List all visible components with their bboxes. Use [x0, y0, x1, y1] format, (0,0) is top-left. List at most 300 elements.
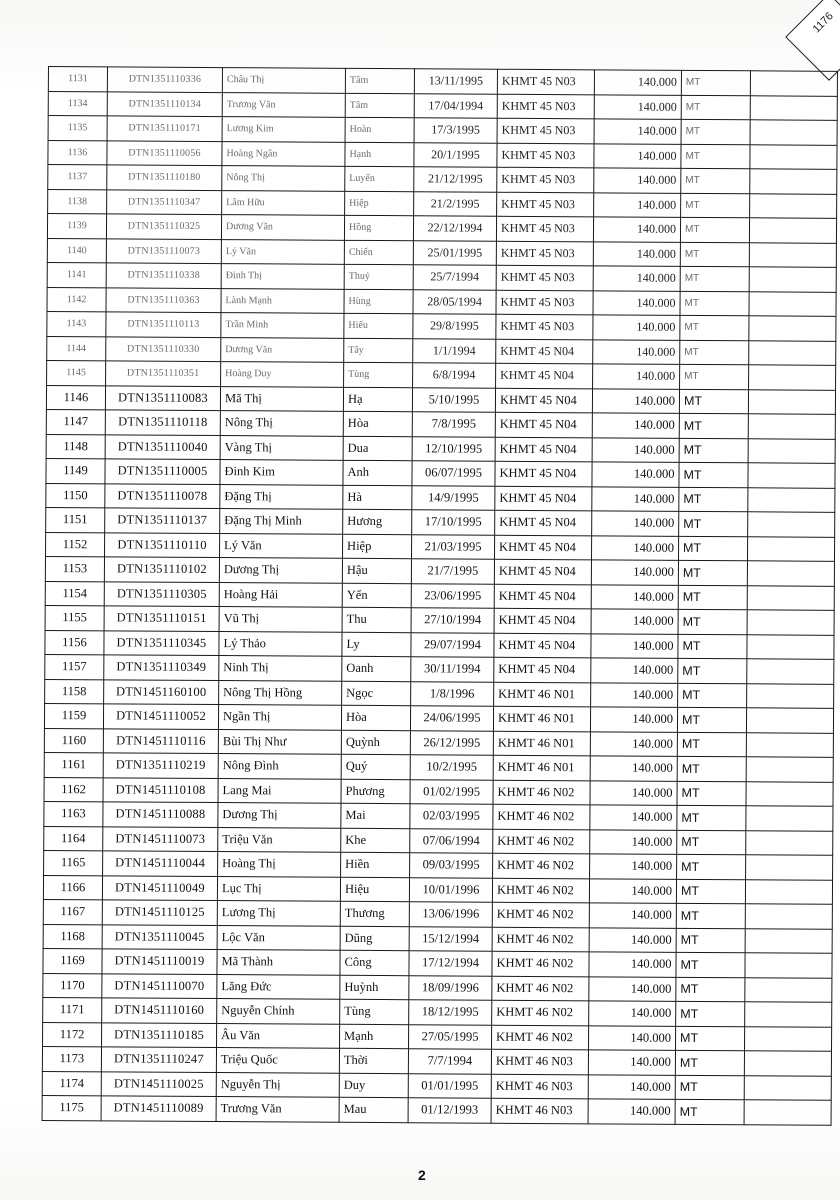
- row-number-cell: 1152: [46, 532, 105, 557]
- student-code-cell: DTN1451110116: [103, 728, 218, 753]
- class-cell: KHMT 46 N02: [492, 927, 589, 952]
- last-name-cell: Lý Văn: [220, 533, 343, 558]
- class-cell: KHMT 46 N02: [493, 829, 590, 854]
- signature-cell: [748, 463, 835, 488]
- student-code-cell: DTN1351110349: [104, 655, 219, 680]
- signature-cell: [747, 536, 834, 561]
- first-name-cell: Anh: [343, 460, 412, 485]
- first-name-cell: Hạ: [343, 387, 412, 412]
- row-number-cell: 1131: [48, 67, 107, 92]
- last-name-cell: Nông Thị: [220, 411, 343, 436]
- mt-mark-cell: MT: [679, 487, 748, 512]
- first-name-cell: Ngọc: [342, 681, 411, 706]
- birth-date-cell: 21/03/1995: [411, 534, 494, 559]
- signature-cell: [750, 169, 837, 194]
- class-cell: KHMT 46 N02: [493, 780, 590, 805]
- signature-cell: [749, 291, 836, 316]
- first-name-cell: Hiền: [341, 852, 410, 877]
- amount-cell: 140.000: [593, 364, 680, 389]
- first-name-cell: Hòa: [341, 705, 410, 730]
- amount-cell: 140.000: [588, 1074, 675, 1099]
- signature-cell: [747, 683, 834, 708]
- amount-cell: 140.000: [592, 486, 679, 511]
- first-name-cell: Hiệu: [340, 877, 409, 902]
- student-code-cell: DTN1351110345: [104, 630, 219, 655]
- row-number-cell: 1153: [45, 556, 104, 581]
- class-cell: KHMT 45 N04: [495, 437, 592, 462]
- amount-cell: 140.000: [589, 878, 676, 903]
- row-number-cell: 1171: [43, 997, 102, 1022]
- row-number-cell: 1164: [44, 826, 103, 851]
- first-name-cell: Hương: [343, 509, 412, 534]
- birth-date-cell: 09/03/1995: [410, 853, 493, 878]
- student-code-cell: DTN1351110045: [102, 924, 217, 949]
- last-name-cell: Nguyễn Chính: [217, 999, 340, 1024]
- row-number-cell: 1147: [46, 409, 105, 434]
- first-name-cell: Hà: [343, 485, 412, 510]
- birth-date-cell: 06/07/1995: [412, 461, 495, 486]
- mt-mark-cell: MT: [679, 462, 748, 487]
- first-name-cell: Phương: [341, 779, 410, 804]
- page-number: 2: [418, 1167, 426, 1183]
- row-number-cell: 1151: [46, 507, 105, 532]
- signature-cell: [745, 1002, 832, 1027]
- birth-date-cell: 7/7/1994: [408, 1049, 491, 1074]
- birth-date-cell: 23/06/1995: [411, 583, 494, 608]
- first-name-cell: Mai: [341, 803, 410, 828]
- student-code-cell: DTN1351110134: [107, 91, 222, 116]
- row-number-cell: 1173: [42, 1046, 101, 1071]
- last-name-cell: Châu Thị: [222, 68, 345, 93]
- first-name-cell: Tâm: [345, 93, 414, 118]
- last-name-cell: Lục Thị: [217, 876, 340, 901]
- signature-cell: [745, 953, 832, 978]
- first-name-cell: Dũng: [340, 926, 409, 951]
- signature-cell: [749, 242, 836, 267]
- first-name-cell: Tâm: [345, 68, 414, 93]
- student-code-cell: DTN1351110078: [105, 483, 220, 508]
- mt-mark-cell: MT: [681, 119, 750, 144]
- class-cell: KHMT 46 N02: [492, 1000, 589, 1025]
- class-cell: KHMT 45 N04: [494, 608, 591, 633]
- row-number-cell: 1146: [46, 385, 105, 410]
- first-name-cell: Oanh: [342, 656, 411, 681]
- student-code-cell: DTN1351110347: [107, 189, 222, 214]
- row-number-cell: 1137: [48, 165, 107, 190]
- mt-mark-cell: MT: [679, 389, 748, 414]
- mt-mark-cell: MT: [676, 879, 745, 904]
- student-code-cell: DTN1451110088: [103, 802, 218, 827]
- student-code-cell: DTN1351110151: [104, 606, 219, 631]
- row-number-cell: 1154: [45, 581, 104, 606]
- birth-date-cell: 15/12/1994: [409, 926, 492, 951]
- student-code-cell: DTN1351110336: [107, 67, 222, 92]
- last-name-cell: Dương Văn: [221, 337, 344, 362]
- class-cell: KHMT 46 N02: [492, 976, 589, 1001]
- last-name-cell: Dương Thị: [219, 558, 342, 583]
- signature-cell: [747, 610, 834, 635]
- birth-date-cell: 17/04/1994: [414, 93, 497, 118]
- birth-date-cell: 21/12/1995: [414, 167, 497, 192]
- class-cell: KHMT 45 N04: [494, 559, 591, 584]
- row-number-cell: 1157: [45, 654, 104, 679]
- last-name-cell: Lộc Văn: [217, 925, 340, 950]
- amount-cell: 140.000: [591, 560, 678, 585]
- birth-date-cell: 07/06/1994: [410, 828, 493, 853]
- class-cell: KHMT 45 N04: [494, 535, 591, 560]
- stamp-number: 1176: [810, 10, 836, 36]
- birth-date-cell: 25/01/1995: [413, 240, 496, 265]
- student-code-cell: DTN1351110005: [105, 459, 220, 484]
- last-name-cell: Đinh Thị: [221, 264, 344, 289]
- last-name-cell: Ngần Thị: [218, 705, 341, 730]
- first-name-cell: Mạnh: [340, 1024, 409, 1049]
- class-cell: KHMT 45 N03: [496, 216, 593, 241]
- last-name-cell: Lương Thị: [217, 901, 340, 926]
- class-cell: KHMT 45 N04: [496, 339, 593, 364]
- first-name-cell: Hiếu: [344, 313, 413, 338]
- amount-cell: 140.000: [593, 315, 680, 340]
- mt-mark-cell: MT: [676, 952, 745, 977]
- mt-mark-cell: MT: [679, 438, 748, 463]
- last-name-cell: Lâm Hữu: [222, 190, 345, 215]
- student-code-cell: DTN1351110102: [104, 557, 219, 582]
- last-name-cell: Nông Thị Hồng: [219, 680, 342, 705]
- student-code-cell: DTN1451110049: [102, 875, 217, 900]
- mt-mark-cell: MT: [677, 781, 746, 806]
- last-name-cell: Đặng Thị Minh: [220, 509, 343, 534]
- birth-date-cell: 5/10/1995: [412, 387, 495, 412]
- first-name-cell: Duy: [339, 1073, 408, 1098]
- signature-cell: [747, 634, 834, 659]
- class-cell: KHMT 46 N02: [493, 853, 590, 878]
- table-body: [42, 67, 837, 1125]
- class-cell: KHMT 45 N03: [496, 314, 593, 339]
- row-number-cell: 1175: [42, 1095, 101, 1120]
- last-name-cell: Lương Kim: [222, 117, 345, 142]
- class-cell: KHMT 46 N03: [491, 1074, 588, 1099]
- birth-date-cell: 17/12/1994: [409, 951, 492, 976]
- last-name-cell: Lăng Đức: [217, 974, 340, 999]
- first-name-cell: Quỳnh: [341, 730, 410, 755]
- last-name-cell: Mã Thành: [217, 950, 340, 975]
- student-code-cell: DTN1351110171: [107, 116, 222, 141]
- student-code-cell: DTN1351110118: [105, 410, 220, 435]
- row-number-cell: 1165: [44, 850, 103, 875]
- row-number-cell: 1143: [47, 311, 106, 336]
- amount-cell: 140.000: [591, 584, 678, 609]
- first-name-cell: Tùng: [344, 362, 413, 387]
- signature-cell: [749, 218, 836, 243]
- mt-mark-cell: MT: [676, 903, 745, 928]
- amount-cell: 140.000: [591, 535, 678, 560]
- row-number-cell: 1140: [47, 238, 106, 263]
- class-cell: KHMT 45 N03: [497, 94, 594, 119]
- birth-date-cell: 17/3/1995: [414, 118, 497, 143]
- last-name-cell: Dương Văn: [221, 215, 344, 240]
- signature-cell: [750, 95, 837, 120]
- corner-stamp: [785, 0, 840, 81]
- row-number-cell: 1142: [47, 287, 106, 312]
- student-code-cell: DTN1451110019: [102, 949, 217, 974]
- birth-date-cell: 18/09/1996: [409, 975, 492, 1000]
- birth-date-cell: 29/8/1995: [413, 314, 496, 339]
- mt-mark-cell: MT: [677, 854, 746, 879]
- signature-cell: [746, 757, 833, 782]
- birth-date-cell: 13/06/1996: [409, 902, 492, 927]
- mt-mark-cell: MT: [678, 585, 747, 610]
- signature-cell: [750, 120, 837, 145]
- signature-cell: [745, 928, 832, 953]
- first-name-cell: Thời: [339, 1048, 408, 1073]
- signature-cell: [749, 267, 836, 292]
- birth-date-cell: 26/12/1995: [410, 730, 493, 755]
- student-code-cell: DTN1351110219: [103, 753, 218, 778]
- student-code-cell: DTN1451160100: [104, 679, 219, 704]
- class-cell: KHMT 45 N04: [495, 510, 592, 535]
- first-name-cell: Thương: [340, 901, 409, 926]
- first-name-cell: Chiến: [344, 240, 413, 265]
- signature-cell: [750, 193, 837, 218]
- amount-cell: 140.000: [590, 805, 677, 830]
- student-code-cell: DTN1351110113: [106, 312, 221, 337]
- signature-cell: [746, 732, 833, 757]
- row-number-cell: 1150: [46, 483, 105, 508]
- mt-mark-cell: MT: [675, 1099, 744, 1124]
- row-number-cell: 1144: [47, 336, 106, 361]
- row-number-cell: 1135: [48, 116, 107, 141]
- class-cell: KHMT 45 N03: [497, 143, 594, 168]
- birth-date-cell: 6/8/1994: [413, 363, 496, 388]
- signature-cell: [744, 1051, 831, 1076]
- first-name-cell: Tùng: [340, 999, 409, 1024]
- mt-mark-cell: MT: [681, 168, 750, 193]
- class-cell: KHMT 45 N03: [496, 290, 593, 315]
- student-code-cell: DTN1351110180: [107, 165, 222, 190]
- amount-cell: 140.000: [594, 192, 681, 217]
- class-cell: KHMT 46 N01: [494, 682, 591, 707]
- amount-cell: 140.000: [593, 290, 680, 315]
- student-code-cell: DTN1351110040: [105, 434, 220, 459]
- row-number-cell: 1156: [45, 630, 104, 655]
- amount-cell: 140.000: [594, 94, 681, 119]
- mt-mark-cell: MT: [677, 707, 746, 732]
- mt-mark-cell: MT: [680, 315, 749, 340]
- student-code-cell: DTN1351110338: [106, 263, 221, 288]
- mt-mark-cell: MT: [678, 683, 747, 708]
- first-name-cell: Hiệp: [342, 534, 411, 559]
- amount-cell: 140.000: [591, 633, 678, 658]
- amount-cell: 140.000: [592, 413, 679, 438]
- class-cell: KHMT 46 N03: [491, 1049, 588, 1074]
- last-name-cell: Triệu Văn: [218, 827, 341, 852]
- amount-cell: 140.000: [594, 119, 681, 144]
- last-name-cell: Vàng Thị: [220, 435, 343, 460]
- row-number-cell: 1158: [45, 679, 104, 704]
- amount-cell: 140.000: [589, 1001, 676, 1026]
- mt-mark-cell: MT: [675, 1026, 744, 1051]
- student-code-cell: DTN1451110044: [103, 851, 218, 876]
- birth-date-cell: 14/9/1995: [412, 485, 495, 510]
- signature-cell: [745, 977, 832, 1002]
- row-number-cell: 1172: [43, 1022, 102, 1047]
- class-cell: KHMT 45 N03: [497, 192, 594, 217]
- class-cell: KHMT 46 N02: [492, 878, 589, 903]
- birth-date-cell: 28/05/1994: [413, 289, 496, 314]
- student-code-cell: DTN1351110351: [106, 361, 221, 386]
- first-name-cell: Huỳnh: [340, 975, 409, 1000]
- amount-cell: 140.000: [589, 976, 676, 1001]
- row-number-cell: 1138: [48, 189, 107, 214]
- birth-date-cell: 21/7/1995: [411, 559, 494, 584]
- signature-cell: [750, 144, 837, 169]
- first-name-cell: Dua: [343, 436, 412, 461]
- birth-date-cell: 10/2/1995: [410, 755, 493, 780]
- student-code-cell: DTN1351110305: [104, 581, 219, 606]
- signature-cell: [745, 879, 832, 904]
- row-number-cell: 1174: [42, 1071, 101, 1096]
- amount-cell: 140.000: [591, 658, 678, 683]
- signature-cell: [746, 830, 833, 855]
- first-name-cell: Thuỷ: [344, 264, 413, 289]
- class-cell: KHMT 45 N03: [497, 69, 594, 94]
- student-code-cell: DTN1451110052: [103, 704, 218, 729]
- amount-cell: 140.000: [589, 952, 676, 977]
- mt-mark-cell: MT: [679, 413, 748, 438]
- first-name-cell: Luyến: [345, 166, 414, 191]
- last-name-cell: Âu Văn: [217, 1023, 340, 1048]
- amount-cell: 140.000: [590, 829, 677, 854]
- class-cell: KHMT 45 N04: [494, 584, 591, 609]
- row-number-cell: 1136: [48, 140, 107, 165]
- mt-mark-cell: MT: [676, 977, 745, 1002]
- signature-cell: [744, 1075, 831, 1100]
- birth-date-cell: 27/05/1995: [409, 1024, 492, 1049]
- mt-mark-cell: MT: [680, 217, 749, 242]
- row-number-cell: 1162: [44, 777, 103, 802]
- signature-cell: [744, 1026, 831, 1051]
- last-name-cell: Bùi Thị Như: [218, 729, 341, 754]
- row-number-cell: 1168: [43, 924, 102, 949]
- amount-cell: 140.000: [594, 70, 681, 95]
- birth-date-cell: 30/11/1994: [411, 657, 494, 682]
- mt-mark-cell: MT: [678, 609, 747, 634]
- last-name-cell: Triệu Quốc: [216, 1048, 339, 1073]
- birth-date-cell: 13/11/1995: [414, 69, 497, 94]
- mt-mark-cell: MT: [680, 242, 749, 267]
- student-fee-table: [42, 66, 838, 1125]
- mt-mark-cell: MT: [681, 144, 750, 169]
- row-number-cell: 1169: [43, 948, 102, 973]
- mt-mark-cell: MT: [678, 560, 747, 585]
- last-name-cell: Hoàng Ngân: [222, 141, 345, 166]
- student-code-cell: DTN1351110083: [105, 385, 220, 410]
- first-name-cell: Hoàn: [345, 117, 414, 142]
- first-name-cell: Tây: [344, 338, 413, 363]
- first-name-cell: Mau: [339, 1097, 408, 1122]
- signature-cell: [749, 365, 836, 390]
- student-code-cell: DTN1451110160: [102, 998, 217, 1023]
- mt-mark-cell: MT: [677, 805, 746, 830]
- last-name-cell: Trương Văn: [216, 1097, 339, 1122]
- amount-cell: 140.000: [592, 462, 679, 487]
- class-cell: KHMT 46 N03: [491, 1098, 588, 1123]
- birth-date-cell: 22/12/1994: [413, 216, 496, 241]
- signature-cell: [746, 708, 833, 733]
- birth-date-cell: 18/12/1995: [409, 1000, 492, 1025]
- row-number-cell: 1170: [43, 973, 102, 998]
- amount-cell: 140.000: [592, 388, 679, 413]
- signature-cell: [748, 414, 835, 439]
- mt-mark-cell: MT: [678, 536, 747, 561]
- student-code-cell: DTN1351110137: [105, 508, 220, 533]
- signature-cell: [746, 806, 833, 831]
- first-name-cell: Ly: [342, 632, 411, 657]
- birth-date-cell: 10/01/1996: [409, 877, 492, 902]
- student-code-cell: DTN1351110330: [106, 336, 221, 361]
- birth-date-cell: 20/1/1995: [414, 142, 497, 167]
- first-name-cell: Công: [340, 950, 409, 975]
- last-name-cell: Hoàng Duy: [221, 362, 344, 387]
- birth-date-cell: 17/10/1995: [412, 510, 495, 535]
- amount-cell: 140.000: [589, 903, 676, 928]
- birth-date-cell: 29/07/1994: [411, 632, 494, 657]
- mt-mark-cell: MT: [680, 364, 749, 389]
- amount-cell: 140.000: [588, 1050, 675, 1075]
- mt-mark-cell: MT: [679, 511, 748, 536]
- birth-date-cell: 27/10/1994: [411, 608, 494, 633]
- signature-cell: [748, 389, 835, 414]
- amount-cell: 140.000: [589, 927, 676, 952]
- student-code-cell: DTN1451110125: [102, 900, 217, 925]
- birth-date-cell: 12/10/1995: [412, 436, 495, 461]
- signature-cell: [746, 855, 833, 880]
- row-number-cell: 1155: [45, 605, 104, 630]
- mt-mark-cell: MT: [680, 291, 749, 316]
- amount-cell: 140.000: [590, 731, 677, 756]
- signature-cell: [748, 487, 835, 512]
- row-number-cell: 1139: [47, 214, 106, 239]
- student-code-cell: DTN1351110363: [106, 287, 221, 312]
- first-name-cell: Hùng: [344, 289, 413, 314]
- amount-cell: 140.000: [589, 1025, 676, 1050]
- birth-date-cell: 1/8/1996: [411, 681, 494, 706]
- student-code-cell: DTN1451110089: [101, 1096, 216, 1121]
- amount-cell: 140.000: [590, 854, 677, 879]
- student-code-cell: DTN1451110108: [103, 777, 218, 802]
- signature-cell: [749, 316, 836, 341]
- amount-cell: 140.000: [593, 339, 680, 364]
- amount-cell: 140.000: [592, 511, 679, 536]
- first-name-cell: Hạnh: [345, 142, 414, 167]
- table-row: [42, 1095, 831, 1124]
- birth-date-cell: 25/7/1994: [413, 265, 496, 290]
- mt-mark-cell: MT: [675, 1075, 744, 1100]
- mt-mark-cell: MT: [678, 658, 747, 683]
- class-cell: KHMT 46 N02: [492, 902, 589, 927]
- class-cell: KHMT 46 N02: [493, 804, 590, 829]
- last-name-cell: Nguyễn Thị: [216, 1072, 339, 1097]
- row-number-cell: 1145: [47, 360, 106, 385]
- student-code-cell: DTN1351110247: [101, 1047, 216, 1072]
- first-name-cell: Quý: [341, 754, 410, 779]
- class-cell: KHMT 45 N04: [494, 657, 591, 682]
- mt-mark-cell: MT: [681, 95, 750, 120]
- mt-mark-cell: MT: [676, 1001, 745, 1026]
- class-cell: KHMT 46 N01: [493, 706, 590, 731]
- class-cell: KHMT 45 N03: [496, 265, 593, 290]
- last-name-cell: Nông Đình: [218, 754, 341, 779]
